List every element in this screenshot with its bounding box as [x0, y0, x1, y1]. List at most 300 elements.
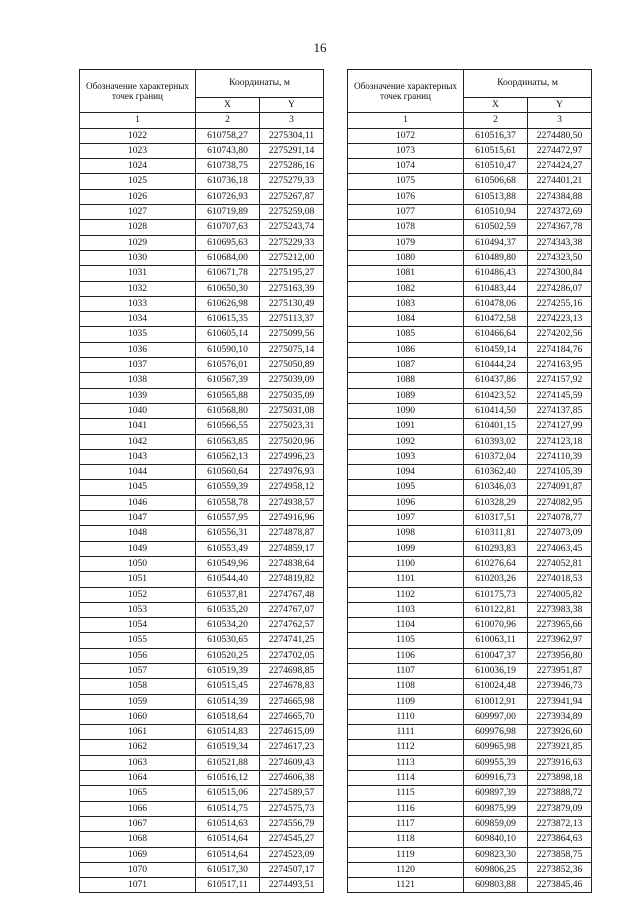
y-cell: 2275212,00 — [260, 250, 324, 265]
table-row — [348, 541, 592, 556]
x-cell: 610489,80 — [464, 250, 528, 265]
table-row — [348, 556, 592, 571]
x-cell: 610486,43 — [464, 266, 528, 281]
y-cell: 2274976,93 — [260, 465, 324, 480]
x-cell: 610444,24 — [464, 358, 528, 373]
point-id-cell: 1072 — [348, 128, 464, 143]
y-cell: 2273941,94 — [528, 694, 592, 709]
table-row — [348, 419, 592, 434]
table-row — [348, 847, 592, 862]
table-row — [80, 633, 324, 648]
table-row — [348, 816, 592, 831]
y-cell: 2274665,70 — [260, 709, 324, 724]
x-cell: 609916,73 — [464, 771, 528, 786]
x-cell: 610513,88 — [464, 189, 528, 204]
column-number-row — [348, 113, 592, 128]
x-cell: 610515,06 — [196, 786, 260, 801]
point-id-cell: 1034 — [80, 312, 196, 327]
column-number: 3 — [260, 113, 324, 128]
point-id-cell: 1041 — [80, 419, 196, 434]
point-id-cell: 1088 — [348, 373, 464, 388]
table-row — [348, 434, 592, 449]
y-cell: 2274286,07 — [528, 281, 592, 296]
table-row — [80, 541, 324, 556]
x-cell: 610518,64 — [196, 709, 260, 724]
x-cell: 610671,78 — [196, 266, 260, 281]
point-id-cell: 1044 — [80, 465, 196, 480]
y-cell: 2273888,72 — [528, 786, 592, 801]
x-cell: 610514,39 — [196, 694, 260, 709]
x-cell: 610743,80 — [196, 143, 260, 158]
y-cell: 2274367,78 — [528, 220, 592, 235]
table-row — [348, 755, 592, 770]
point-id-cell: 1033 — [80, 296, 196, 311]
x-cell: 610414,50 — [464, 403, 528, 418]
y-cell: 2273858,75 — [528, 847, 592, 862]
point-id-cell: 1035 — [80, 327, 196, 342]
point-id-cell: 1110 — [348, 709, 464, 724]
point-id-cell: 1119 — [348, 847, 464, 862]
point-id-cell: 1075 — [348, 174, 464, 189]
x-cell: 610478,06 — [464, 296, 528, 311]
y-cell: 2275023,31 — [260, 419, 324, 434]
table-row — [80, 220, 324, 235]
x-cell: 610122,81 — [464, 602, 528, 617]
table-row — [80, 296, 324, 311]
x-cell: 610494,37 — [464, 235, 528, 250]
point-id-cell: 1070 — [80, 862, 196, 877]
y-cell: 2274493,51 — [260, 878, 324, 893]
y-cell: 2274005,82 — [528, 587, 592, 602]
table-row — [80, 281, 324, 296]
table-row — [348, 296, 592, 311]
x-cell: 610393,02 — [464, 434, 528, 449]
point-id-cell: 1038 — [80, 373, 196, 388]
x-cell: 610534,20 — [196, 618, 260, 633]
point-id-cell: 1085 — [348, 327, 464, 342]
y-cell: 2273965,66 — [528, 618, 592, 633]
x-cell: 610401,15 — [464, 419, 528, 434]
x-cell: 610615,35 — [196, 312, 260, 327]
table-row — [80, 709, 324, 724]
point-id-cell: 1089 — [348, 388, 464, 403]
header-y: Y — [528, 98, 592, 113]
table-row — [80, 740, 324, 755]
y-cell: 2274063,45 — [528, 541, 592, 556]
point-id-cell: 1063 — [80, 755, 196, 770]
y-cell: 2274372,69 — [528, 205, 592, 220]
point-id-cell: 1099 — [348, 541, 464, 556]
point-id-cell: 1024 — [80, 159, 196, 174]
point-id-cell: 1108 — [348, 679, 464, 694]
table-row — [80, 648, 324, 663]
column-number-row — [80, 113, 324, 128]
y-cell: 2274157,92 — [528, 373, 592, 388]
point-id-cell: 1045 — [80, 480, 196, 495]
y-cell: 2274384,88 — [528, 189, 592, 204]
point-id-cell: 1066 — [80, 801, 196, 816]
table-row — [80, 801, 324, 816]
point-id-cell: 1025 — [80, 174, 196, 189]
y-cell: 2273983,38 — [528, 602, 592, 617]
x-cell: 610311,81 — [464, 526, 528, 541]
x-cell: 610553,49 — [196, 541, 260, 556]
y-cell: 2274698,85 — [260, 663, 324, 678]
table-row — [80, 878, 324, 893]
x-cell: 609875,99 — [464, 801, 528, 816]
point-id-cell: 1047 — [80, 511, 196, 526]
point-id-cell: 1062 — [80, 740, 196, 755]
x-cell: 610605,14 — [196, 327, 260, 342]
x-cell: 610517,30 — [196, 862, 260, 877]
point-id-cell: 1091 — [348, 419, 464, 434]
y-cell: 2275291,14 — [260, 143, 324, 158]
point-id-cell: 1107 — [348, 663, 464, 678]
table-row — [348, 205, 592, 220]
point-id-cell: 1105 — [348, 633, 464, 648]
x-cell: 610559,39 — [196, 480, 260, 495]
point-id-cell: 1058 — [80, 679, 196, 694]
point-id-cell: 1101 — [348, 572, 464, 587]
column-number: 1 — [348, 113, 464, 128]
y-cell: 2274202,56 — [528, 327, 592, 342]
y-cell: 2274523,09 — [260, 847, 324, 862]
table-row — [348, 143, 592, 158]
table-row — [80, 449, 324, 464]
table-row — [80, 235, 324, 250]
coordinates-table-left — [79, 69, 324, 893]
y-cell: 2275031,08 — [260, 403, 324, 418]
y-cell: 2274678,83 — [260, 679, 324, 694]
point-id-cell: 1060 — [80, 709, 196, 724]
x-cell: 610514,75 — [196, 801, 260, 816]
x-cell: 610557,95 — [196, 511, 260, 526]
table-row — [80, 572, 324, 587]
y-cell: 2274575,73 — [260, 801, 324, 816]
point-id-cell: 1077 — [348, 205, 464, 220]
x-cell: 610519,39 — [196, 663, 260, 678]
y-cell: 2274617,23 — [260, 740, 324, 755]
x-cell: 610514,63 — [196, 816, 260, 831]
y-cell: 2273845,46 — [528, 878, 592, 893]
point-id-cell: 1121 — [348, 878, 464, 893]
point-id-cell: 1112 — [348, 740, 464, 755]
y-cell: 2274163,95 — [528, 358, 592, 373]
y-cell: 2274767,48 — [260, 587, 324, 602]
y-cell: 2274609,43 — [260, 755, 324, 770]
table-row — [348, 602, 592, 617]
y-cell: 2274091,87 — [528, 480, 592, 495]
point-id-cell: 1030 — [80, 250, 196, 265]
y-cell: 2274078,77 — [528, 511, 592, 526]
table-row — [80, 465, 324, 480]
y-cell: 2275130,49 — [260, 296, 324, 311]
header-point-label: Обозначение характерных точек границ — [348, 70, 464, 113]
header-coordinates: Координаты, м — [196, 70, 324, 98]
table-row — [80, 556, 324, 571]
point-id-cell: 1049 — [80, 541, 196, 556]
x-cell: 610437,86 — [464, 373, 528, 388]
point-id-cell: 1097 — [348, 511, 464, 526]
table-row — [80, 587, 324, 602]
point-id-cell: 1118 — [348, 832, 464, 847]
point-id-cell: 1114 — [348, 771, 464, 786]
point-id-cell: 1029 — [80, 235, 196, 250]
y-cell: 2275243,74 — [260, 220, 324, 235]
point-id-cell: 1076 — [348, 189, 464, 204]
x-cell: 610576,01 — [196, 358, 260, 373]
x-cell: 610024,48 — [464, 679, 528, 694]
point-id-cell: 1102 — [348, 587, 464, 602]
table-header-row — [348, 70, 592, 98]
x-cell: 610472,58 — [464, 312, 528, 327]
table-row — [348, 725, 592, 740]
table-row — [348, 342, 592, 357]
table-body — [348, 128, 592, 893]
x-cell: 610516,12 — [196, 771, 260, 786]
y-cell: 2275020,96 — [260, 434, 324, 449]
table-row — [348, 266, 592, 281]
x-cell: 610502,59 — [464, 220, 528, 235]
x-cell: 609955,39 — [464, 755, 528, 770]
table-row — [80, 725, 324, 740]
point-id-cell: 1048 — [80, 526, 196, 541]
y-cell: 2274741,25 — [260, 633, 324, 648]
y-cell: 2274018,53 — [528, 572, 592, 587]
point-id-cell: 1028 — [80, 220, 196, 235]
x-cell: 610293,83 — [464, 541, 528, 556]
table-row — [80, 602, 324, 617]
table-row — [348, 327, 592, 342]
x-cell: 610510,47 — [464, 159, 528, 174]
point-id-cell: 1086 — [348, 342, 464, 357]
point-id-cell: 1026 — [80, 189, 196, 204]
x-cell: 610567,39 — [196, 373, 260, 388]
column-number: 2 — [464, 113, 528, 128]
table-row — [80, 755, 324, 770]
x-cell: 610519,34 — [196, 740, 260, 755]
point-id-cell: 1052 — [80, 587, 196, 602]
x-cell: 610695,63 — [196, 235, 260, 250]
y-cell: 2274938,57 — [260, 495, 324, 510]
table-row — [348, 832, 592, 847]
table-row — [348, 694, 592, 709]
x-cell: 610558,78 — [196, 495, 260, 510]
table-row — [348, 511, 592, 526]
table-row — [80, 771, 324, 786]
table-row — [80, 679, 324, 694]
y-cell: 2274665,98 — [260, 694, 324, 709]
y-cell: 2275113,37 — [260, 312, 324, 327]
y-cell: 2274545,27 — [260, 832, 324, 847]
y-cell: 2274556,79 — [260, 816, 324, 831]
y-cell: 2273864,63 — [528, 832, 592, 847]
table-row — [348, 281, 592, 296]
x-cell: 610758,27 — [196, 128, 260, 143]
table-row — [80, 786, 324, 801]
table-row — [80, 419, 324, 434]
y-cell: 2275304,11 — [260, 128, 324, 143]
x-cell: 609806,25 — [464, 862, 528, 877]
page-number: 16 — [313, 40, 327, 55]
x-cell: 610515,61 — [464, 143, 528, 158]
y-cell: 2274082,95 — [528, 495, 592, 510]
table-row — [348, 648, 592, 663]
table-row — [80, 862, 324, 877]
y-cell: 2274184,76 — [528, 342, 592, 357]
y-cell: 2274480,50 — [528, 128, 592, 143]
table-body — [80, 128, 324, 893]
y-cell: 2274767,07 — [260, 602, 324, 617]
point-id-cell: 1084 — [348, 312, 464, 327]
point-id-cell: 1096 — [348, 495, 464, 510]
x-cell: 610372,04 — [464, 449, 528, 464]
point-id-cell: 1106 — [348, 648, 464, 663]
point-id-cell: 1064 — [80, 771, 196, 786]
x-cell: 610516,37 — [464, 128, 528, 143]
point-id-cell: 1031 — [80, 266, 196, 281]
x-cell: 610276,64 — [464, 556, 528, 571]
y-cell: 2275267,87 — [260, 189, 324, 204]
point-id-cell: 1092 — [348, 434, 464, 449]
table-row — [348, 663, 592, 678]
x-cell: 610521,88 — [196, 755, 260, 770]
y-cell: 2274916,96 — [260, 511, 324, 526]
header-x: X — [464, 98, 528, 113]
point-id-cell: 1095 — [348, 480, 464, 495]
point-id-cell: 1037 — [80, 358, 196, 373]
y-cell: 2275075,14 — [260, 342, 324, 357]
point-id-cell: 1116 — [348, 801, 464, 816]
x-cell: 610514,64 — [196, 832, 260, 847]
table-row — [348, 358, 592, 373]
table-row — [348, 771, 592, 786]
table-row — [348, 312, 592, 327]
table-row — [348, 174, 592, 189]
table-row — [348, 159, 592, 174]
table-row — [348, 633, 592, 648]
point-id-cell: 1094 — [348, 465, 464, 480]
y-cell: 2274819,82 — [260, 572, 324, 587]
y-cell: 2274123,18 — [528, 434, 592, 449]
table-row — [348, 526, 592, 541]
x-cell: 610362,40 — [464, 465, 528, 480]
x-cell: 610328,29 — [464, 495, 528, 510]
point-id-cell: 1120 — [348, 862, 464, 877]
point-id-cell: 1057 — [80, 663, 196, 678]
table-row — [80, 128, 324, 143]
y-cell: 2273872,13 — [528, 816, 592, 831]
table-row — [80, 526, 324, 541]
x-cell: 610510,94 — [464, 205, 528, 220]
table-row — [80, 663, 324, 678]
point-id-cell: 1023 — [80, 143, 196, 158]
x-cell: 609803,88 — [464, 878, 528, 893]
x-cell: 609965,98 — [464, 740, 528, 755]
y-cell: 2273956,80 — [528, 648, 592, 663]
point-id-cell: 1055 — [80, 633, 196, 648]
x-cell: 610514,64 — [196, 847, 260, 862]
table-row — [348, 373, 592, 388]
x-cell: 609823,30 — [464, 847, 528, 862]
y-cell: 2274052,81 — [528, 556, 592, 571]
table-row — [348, 128, 592, 143]
x-cell: 610423,52 — [464, 388, 528, 403]
x-cell: 610514,83 — [196, 725, 260, 740]
x-cell: 610175,73 — [464, 587, 528, 602]
table-row — [80, 403, 324, 418]
table-row — [80, 816, 324, 831]
point-id-cell: 1051 — [80, 572, 196, 587]
y-cell: 2274401,21 — [528, 174, 592, 189]
y-cell: 2274838,64 — [260, 556, 324, 571]
x-cell: 610544,40 — [196, 572, 260, 587]
y-cell: 2275259,08 — [260, 205, 324, 220]
x-cell: 610466,64 — [464, 327, 528, 342]
point-id-cell: 1080 — [348, 250, 464, 265]
table-row — [80, 174, 324, 189]
x-cell: 610047,37 — [464, 648, 528, 663]
header-y: Y — [260, 98, 324, 113]
point-id-cell: 1074 — [348, 159, 464, 174]
table-row — [348, 465, 592, 480]
x-cell: 610203,26 — [464, 572, 528, 587]
table-row — [80, 189, 324, 204]
y-cell: 2274507,17 — [260, 862, 324, 877]
x-cell: 610560,64 — [196, 465, 260, 480]
table-row — [348, 189, 592, 204]
point-id-cell: 1068 — [80, 832, 196, 847]
y-cell: 2274255,16 — [528, 296, 592, 311]
x-cell: 610568,80 — [196, 403, 260, 418]
y-cell: 2274762,57 — [260, 618, 324, 633]
table-row — [348, 480, 592, 495]
point-id-cell: 1087 — [348, 358, 464, 373]
y-cell: 2273934,89 — [528, 709, 592, 724]
point-id-cell: 1043 — [80, 449, 196, 464]
table-row — [80, 159, 324, 174]
table-row — [348, 449, 592, 464]
table-row — [80, 694, 324, 709]
point-id-cell: 1059 — [80, 694, 196, 709]
x-cell: 610556,31 — [196, 526, 260, 541]
table-row — [80, 266, 324, 281]
x-cell: 610650,30 — [196, 281, 260, 296]
x-cell: 610459,14 — [464, 342, 528, 357]
x-cell: 610563,85 — [196, 434, 260, 449]
x-cell: 610537,81 — [196, 587, 260, 602]
y-cell: 2273916,63 — [528, 755, 592, 770]
table-row — [80, 250, 324, 265]
table-row — [80, 434, 324, 449]
x-cell: 610549,96 — [196, 556, 260, 571]
y-cell: 2274859,17 — [260, 541, 324, 556]
point-id-cell: 1046 — [80, 495, 196, 510]
point-id-cell: 1079 — [348, 235, 464, 250]
x-cell: 610535,20 — [196, 602, 260, 617]
y-cell: 2274702,05 — [260, 648, 324, 663]
point-id-cell: 1027 — [80, 205, 196, 220]
header-point-label: Обозначение характерных точек границ — [80, 70, 196, 113]
x-cell: 610590,10 — [196, 342, 260, 357]
table-row — [348, 495, 592, 510]
point-id-cell: 1109 — [348, 694, 464, 709]
x-cell: 610506,68 — [464, 174, 528, 189]
y-cell: 2274073,09 — [528, 526, 592, 541]
point-id-cell: 1083 — [348, 296, 464, 311]
x-cell: 610530,65 — [196, 633, 260, 648]
point-id-cell: 1081 — [348, 266, 464, 281]
